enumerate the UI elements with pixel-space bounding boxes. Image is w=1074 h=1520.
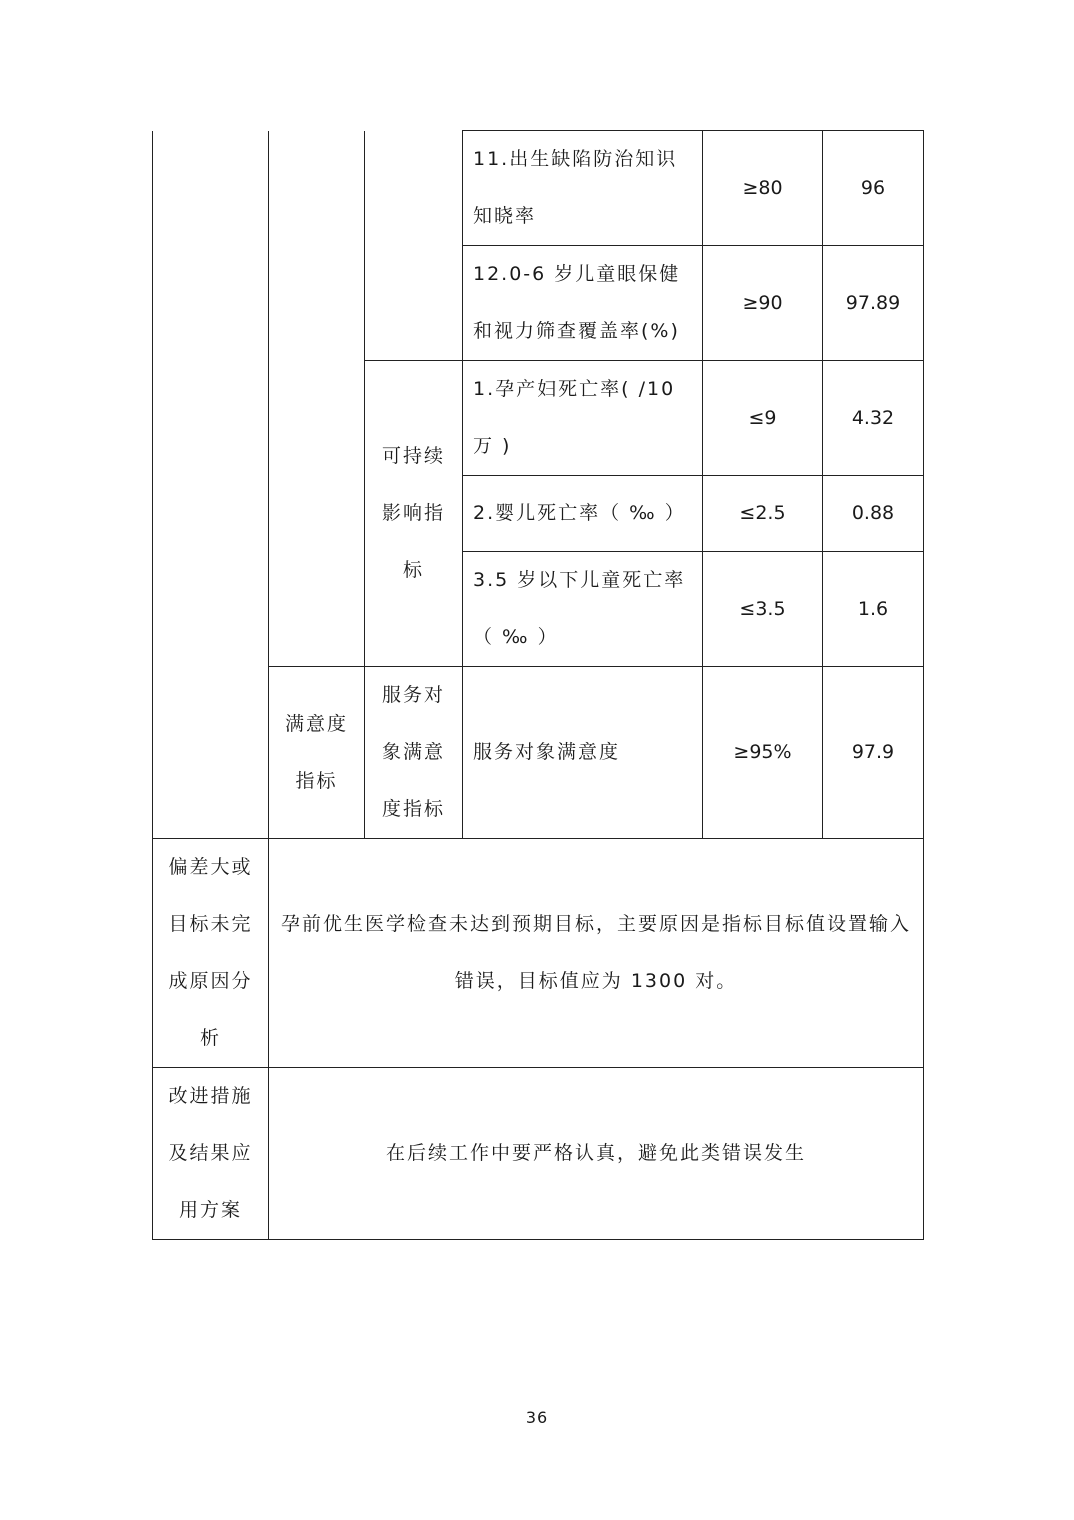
service-satisfaction-label: 服务对象满意度指标 [365, 667, 463, 839]
actual-value: 97.9 [823, 667, 924, 839]
target-value: ≤2.5 [703, 476, 823, 552]
actual-value: 97.89 [823, 246, 924, 361]
improvement-label: 改进措施及结果应用方案 [153, 1068, 269, 1240]
indicator-name: 11.出生缺陷防治知识知晓率 [463, 131, 703, 246]
page-number: 36 [525, 1408, 549, 1427]
table-row [153, 839, 924, 1068]
table-row [153, 1068, 924, 1240]
target-value: ≤9 [703, 361, 823, 476]
second-level-cell [269, 131, 365, 667]
indicator-name: 12.0-6 岁儿童眼保健和视力筛查覆盖率(%) [463, 246, 703, 361]
indicator-name: 服务对象满意度 [463, 667, 703, 839]
sustainable-impact-label: 可持续影响指标 [365, 361, 463, 667]
actual-value: 1.6 [823, 552, 924, 667]
table-row [153, 667, 924, 839]
target-value: ≥95% [703, 667, 823, 839]
actual-value: 4.32 [823, 361, 924, 476]
performance-table [152, 130, 924, 1240]
third-level-cell [365, 131, 463, 361]
table-row [153, 131, 924, 246]
indicator-name: 2.婴儿死亡率（ ‰ ） [463, 476, 703, 552]
satisfaction-label: 满意度指标 [269, 667, 365, 839]
indicator-name: 1.孕产妇死亡率( /10 万 ) [463, 361, 703, 476]
actual-value: 96 [823, 131, 924, 246]
indicator-name: 3.5 岁以下儿童死亡率（ ‰ ） [463, 552, 703, 667]
target-value: ≥80 [703, 131, 823, 246]
deviation-label: 偏差大或目标未完成原因分析 [153, 839, 269, 1068]
target-value: ≤3.5 [703, 552, 823, 667]
improvement-text: 在后续工作中要严格认真，避免此类错误发生 [269, 1068, 924, 1240]
actual-value: 0.88 [823, 476, 924, 552]
first-level-cell [153, 131, 269, 839]
deviation-text: 孕前优生医学检查未达到预期目标，主要原因是指标目标值设置输入错误，目标值应为 1300 对。 [269, 839, 924, 1068]
target-value: ≥90 [703, 246, 823, 361]
